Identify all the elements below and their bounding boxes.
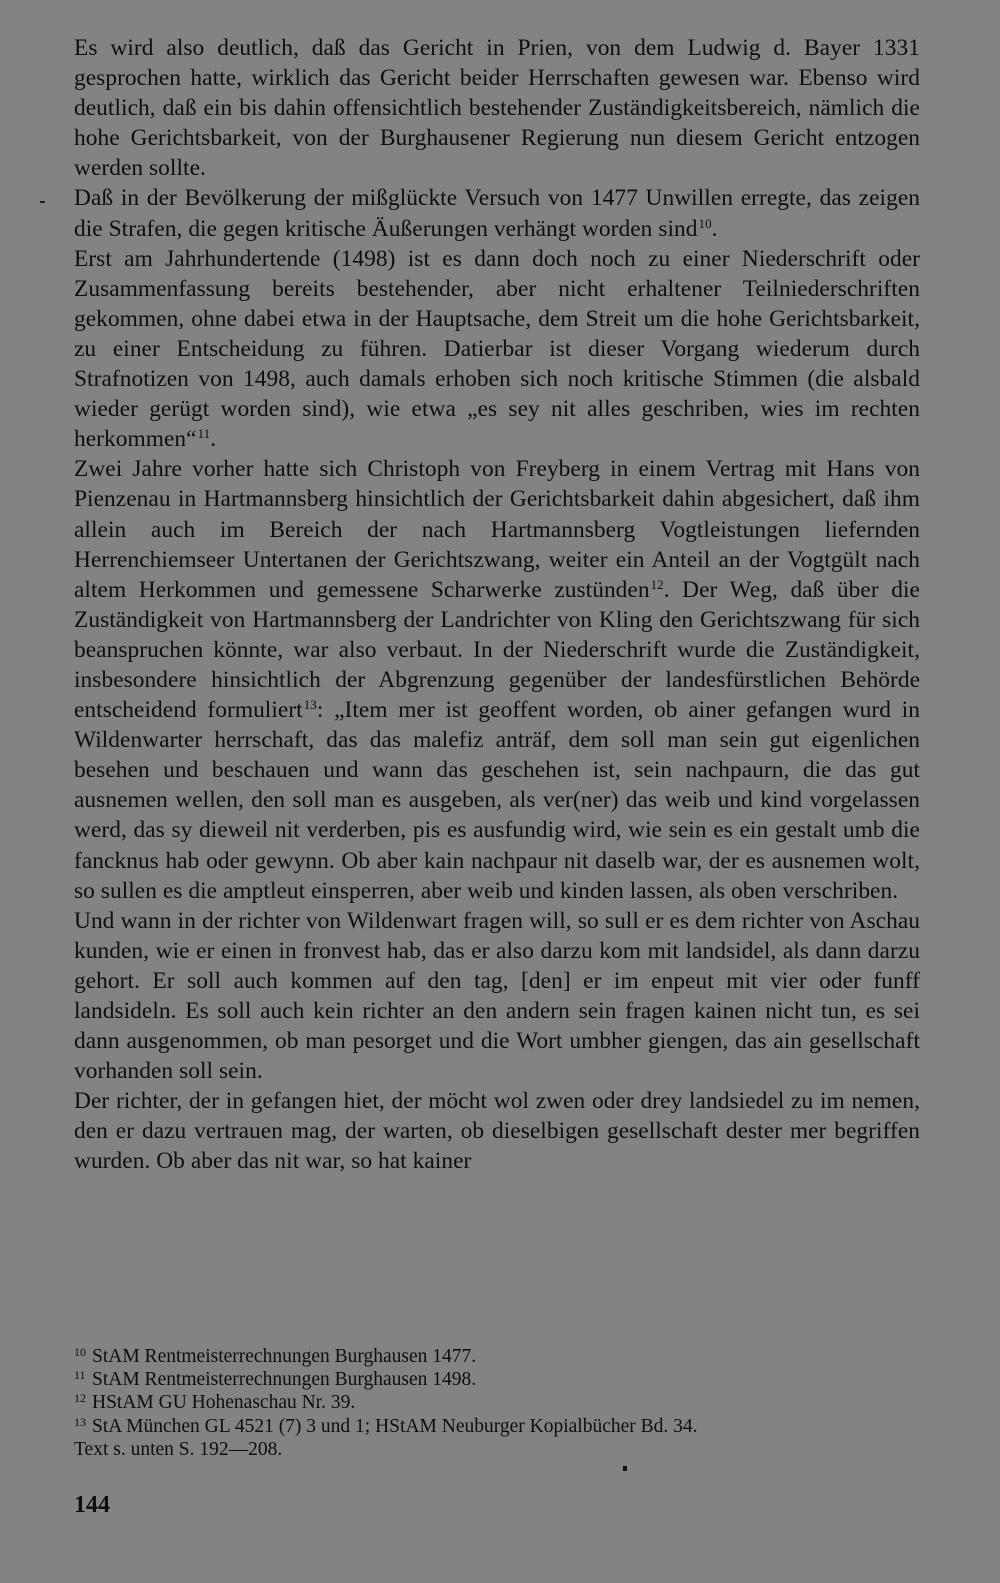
- stray-mark: [623, 1466, 627, 1471]
- paragraph-text: Und wann in der richter von Wildenwart fragen will, so sull er es dem richter von Aschau kunden, wie er einen in fronvest hab, das er also darzu kom mit landsidel, als dann darzu gehort. Er soll auch kommen auf den tag, [den] er im enpeut mit vier oder funff landsideln. Es soll auch kein richter an den andern sein fragen kainen nicht tun, es sei dann ausgenommen, ob man pesorget und die Wort umbher giengen, das ain gesellschaft vorhanden soll sein.: [74, 907, 920, 1085]
- footnote-ref-11[interactable]: 11: [197, 426, 211, 442]
- paragraph-text-continued: . Der Weg, daß über die Zuständigkeit von Hartmannsberg der Landrichter von Kling den Gerichtszwang für sich beanspruchen könnte, war also verbaut. In der Niederschrift wurde die Zuständigkeit, insbesondere hinsichtlich der Abgrenzung gegenüber der landesfürstlichen Behörde entscheidend formuliert: [74, 576, 920, 724]
- footnote-text: StA München GL 4521 (7) 3 und 1; HStAM Neuburger Kopialbücher Bd. 34.: [92, 1415, 698, 1437]
- footnote-text: Text s. unten S. 192—208.: [74, 1438, 283, 1460]
- paragraph-text: Erst am Jahrhundertende (1498) ist es dann doch noch zu einer Niederschrift oder Zusammenfassung bereits bestehender, aber nicht erhaltener Teilniederschriften gekommen, ohne dabei etwa in der Hauptsache, dem Streit um die hohe Gerichtsbarkeit, zu einer Entscheidung zu führen. Datierbar ist dieser Vorgang wiederum durch Strafnotizen von 1498, auch damals erhoben sich noch kritische Stimmen (die alsbald wieder gerügt worden sind), wie etwa „es sey nit alles geschriben, wies im rechten herkommen“: [74, 245, 920, 453]
- footnote-12: 12 HStAM GU Hohenaschau Nr. 39.: [74, 1391, 356, 1414]
- paragraph-text: Es wird also deutlich, daß das Gericht in Prien, von dem Ludwig d. Bayer 1331 gesprochen hatte, wirklich das Gericht beider Herrschaften gewesen war. Ebenso wird deutlich, daß ein bis dahin offensichtlich bestehender Zuständigkeitsbereich, nämlich die hohe Gerichtsbarkeit, von der Burghausener Regierung nun diesem Gericht entzogen werden sollte.: [74, 35, 920, 182]
- paragraph-1: [74, 33, 920, 183]
- footnote-text: StAM Rentmeisterrechnungen Burghausen 1498.: [92, 1369, 477, 1391]
- footnote-text: HStAM GU Hohenaschau Nr. 39.: [92, 1392, 356, 1414]
- footnote-10: 10 StAM Rentmeisterrechnungen Burghausen 1477.: [74, 1345, 477, 1367]
- margin-mark: [40, 201, 45, 203]
- footnote-text: StAM Rentmeisterrechnungen Burghausen 1477.: [92, 1346, 477, 1367]
- quotation-text: : „Item mer ist geoffent worden, ob ainer gefangen wurd in Wildenwarter herrschaft, das das malefiz anträf, dem soll man sein gut eigenlichen besehen und beschauen und wann das geschehen ist, sein nachpaurn, die das gut ausnemen wellen, den soll man es ausgeben, als ver(ner) das weib und kind vorgelassen werd, das sy dieweil nit verderben, pis es ausfundig wird, wie sein es ein gestalt umb die fancknus hab oder gewynn. Ob aber kain nachpaur nit daselb war, der es ausnemen wolt, so sullen es die amptleut einsperren, aber weib und kinden lassen, als oben verschriben.: [74, 697, 920, 904]
- footnote-ref-12[interactable]: 12: [650, 576, 664, 592]
- main-text: [74, 33, 920, 1177]
- paragraph-text: Zwei Jahre vorher hatte sich Christoph von Freyberg in einem Vertrag mit Hans von Pienzenau in Hartmannsberg hinsichtlich der Gerichtsbarkeit dahin abgesichert, daß ihm allein auch im Bereich der nach Hartmannsberg Vogtleistungen liefernden Herrenchiemseer Untertanen der Gerichtszwang, weiter ein Anteil an der Vogtgült nach altem Herkommen und gemessene Scharwerke zustünden: [74, 456, 920, 603]
- paragraph-tail: .: [711, 215, 718, 242]
- footnote-13-continued: [74, 1438, 920, 1461]
- paragraph-4: [74, 454, 920, 905]
- paragraph-2: [74, 183, 920, 243]
- footnote-ref-10[interactable]: 10: [698, 215, 712, 231]
- paragraph-tail: .: [210, 426, 217, 453]
- paragraph-text: Der richter, der in gefangen hiet, der möcht wol zwen oder drey landsiedel zu im nemen, den er dazu vertrauen mag, der warten, ob dieselbigen gesellschaft dester mer begriffen wurden. Ob aber das nit war, so hat kainer: [74, 1088, 920, 1175]
- paragraph-6: [74, 1086, 920, 1176]
- footnote-11: 11 StAM Rentmeisterrechnungen Burghausen 1498.: [74, 1368, 477, 1391]
- footnote-ref-13[interactable]: 13: [303, 697, 317, 713]
- footnotes: [74, 1345, 920, 1461]
- footnote-13: 13 StA München GL 4521 (7) 3 und 1; HStAM Neuburger Kopialbücher Bd. 34.: [74, 1414, 698, 1437]
- paragraph-5: [74, 906, 920, 1087]
- paragraph-3: [74, 244, 920, 455]
- page-number: 144: [74, 1492, 110, 1518]
- paragraph-text: Daß in der Bevölkerung der mißglückte Versuch von 1477 Unwillen erregte, das zeigen die Strafen, die gegen kritische Äußerungen verhängt worden sind: [74, 185, 920, 242]
